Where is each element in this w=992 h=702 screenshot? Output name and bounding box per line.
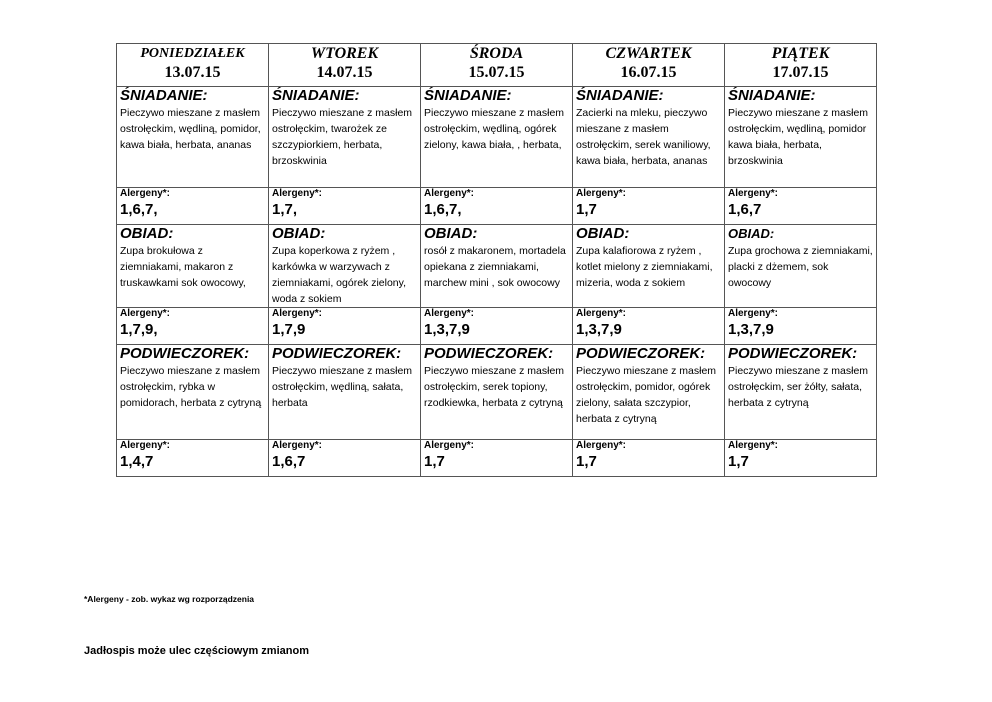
breakfast-row [117, 87, 877, 188]
allergen-value: 1,6,7 [728, 201, 762, 218]
menu-table [116, 43, 877, 477]
meal-cell [573, 345, 725, 440]
day-date: 13.07.15 [164, 64, 221, 81]
allergen-label: Alergeny*: [424, 440, 475, 451]
allergen-cell [117, 308, 269, 345]
allergen-label: Alergeny*: [120, 440, 171, 451]
meal-description: Pieczywo mieszane z masłem ostrołęckim, twarożek ze szczypiorkiem, herbata, brzoskwinia [272, 107, 413, 167]
meal-cell [725, 345, 877, 440]
meal-title: OBIAD: [424, 225, 478, 242]
allergen-cell [725, 308, 877, 345]
meal-cell [117, 225, 269, 308]
meal-title: OBIAD: [576, 225, 630, 242]
day-header-row [117, 44, 877, 87]
meal-cell [421, 87, 573, 188]
day-name: WTOREK [310, 45, 379, 62]
meal-cell [725, 87, 877, 188]
meal-description: Pieczywo mieszane z masłem ostrołęckim, ser żółty, sałata, herbata z cytryną [728, 365, 869, 409]
allergen-cell [269, 440, 421, 477]
allergen-cell [573, 188, 725, 225]
meal-title: ŚNIADANIE: [424, 87, 512, 104]
meal-title: ŚNIADANIE: [120, 87, 208, 104]
allergen-value: 1,7 [728, 453, 749, 470]
day-name: PONIEDZIAŁEK [140, 46, 245, 61]
meal-description: Zacierki na mleku, pieczywo mieszane z masłem ostrołęckim, serek waniliowy, kawa biała, herbata, ananas [576, 107, 711, 167]
allergen-label: Alergeny*: [728, 440, 779, 451]
meal-title: OBIAD: [120, 225, 174, 242]
meal-title: PODWIECZOREK: [272, 345, 402, 362]
allergen-label: Alergeny*: [272, 308, 323, 319]
allergen-label: Alergeny*: [272, 188, 323, 199]
day-header [421, 44, 573, 87]
allergen-label: Alergeny*: [272, 440, 323, 451]
day-date: 16.07.15 [620, 64, 677, 81]
meal-cell [725, 225, 877, 308]
meal-title: ŚNIADANIE: [728, 87, 816, 104]
allergen-cell [269, 308, 421, 345]
meal-description: Pieczywo mieszane z masłem ostrołęckim, pomidor, ogórek zielony, sałata szczypior, herbata z cytryną [576, 365, 717, 425]
meal-title: ŚNIADANIE: [272, 87, 360, 104]
snack-allergens-row [117, 440, 877, 477]
allergen-footnote: *Alergeny - zob. wykaz wg rozporządzenia [84, 594, 255, 604]
allergen-value: 1,6,7, [120, 201, 158, 218]
lunch-allergens-row [117, 308, 877, 345]
day-date: 17.07.15 [772, 64, 829, 81]
meal-title: PODWIECZOREK: [728, 345, 858, 362]
meal-cell [421, 225, 573, 308]
meal-title: PODWIECZOREK: [424, 345, 554, 362]
meal-description: Zupa koperkowa z ryżem , karkówka w warzywach z ziemniakami, ogórek zielony, woda z sokiem [272, 245, 407, 305]
meal-description: rosół z makaronem, mortadela opiekana z ziemniakami, marchew mini , sok owocowy [424, 245, 566, 289]
allergen-label: Alergeny*: [120, 308, 171, 319]
meal-description: Pieczywo mieszane z masłem ostrołęckim, rybka w pomidorach, herbata z cytryną [120, 365, 262, 409]
meal-title: PODWIECZOREK: [120, 345, 250, 362]
allergen-cell [421, 308, 573, 345]
allergen-value: 1,3,7,9 [576, 321, 622, 338]
meal-cell [573, 225, 725, 308]
day-date: 14.07.15 [316, 64, 373, 81]
allergen-label: Alergeny*: [424, 188, 475, 199]
meal-description: Pieczywo mieszane z masłem ostrołęckim, wędliną, ogórek zielony, kawa biała, , herbata, [424, 107, 565, 151]
day-name: PIĄTEK [771, 45, 830, 62]
day-name: ŚRODA [469, 45, 524, 62]
meal-cell [269, 87, 421, 188]
allergen-cell [421, 188, 573, 225]
meal-cell [269, 345, 421, 440]
allergen-value: 1,7,9, [120, 321, 158, 338]
meal-description: Pieczywo mieszane z masłem ostrołęckim, serek topiony, rzodkiewka, herbata z cytryną [424, 365, 565, 409]
allergen-cell [269, 188, 421, 225]
allergen-cell [421, 440, 573, 477]
allergen-value: 1,3,7,9 [424, 321, 470, 338]
day-name: CZWARTEK [605, 45, 692, 62]
meal-title: PODWIECZOREK: [576, 345, 706, 362]
meal-description: Zupa kalafiorowa z ryżem , kotlet mielony z ziemniakami, mizeria, woda z sokiem [576, 245, 713, 289]
allergen-label: Alergeny*: [728, 188, 779, 199]
allergen-value: 1,6,7, [424, 201, 462, 218]
allergen-cell [117, 188, 269, 225]
allergen-label: Alergeny*: [576, 308, 627, 319]
snack-row [117, 345, 877, 440]
allergen-cell [573, 440, 725, 477]
meal-cell [117, 87, 269, 188]
meal-cell [269, 225, 421, 308]
allergen-label: Alergeny*: [424, 308, 475, 319]
allergen-value: 1,3,7,9 [728, 321, 774, 338]
meal-title: ŚNIADANIE: [576, 87, 664, 104]
allergen-label: Alergeny*: [120, 188, 171, 199]
allergen-cell [117, 440, 269, 477]
meal-description: Zupa grochowa z ziemniakami, placki z dżemem, sok owocowy [728, 245, 873, 289]
meal-description: Pieczywo mieszane z masłem ostrołęckim, wędliną, pomidor, kawa biała, herbata, ananas [120, 107, 261, 151]
day-header [573, 44, 725, 87]
allergen-value: 1,7,9 [272, 321, 306, 338]
allergen-value: 1,7 [576, 453, 597, 470]
allergen-cell [573, 308, 725, 345]
meal-description: Pieczywo mieszane z masłem ostrołęckim, wędliną, sałata, herbata [272, 365, 413, 409]
allergen-value: 1,7 [424, 453, 445, 470]
meal-description: Zupa brokułowa z ziemniakami, makaron z truskawkami sok owocowy, [120, 245, 246, 289]
meal-cell [573, 87, 725, 188]
allergen-cell [725, 188, 877, 225]
allergen-value: 1,7, [272, 201, 298, 218]
meal-title: OBIAD: [728, 226, 775, 241]
allergen-value: 1,7 [576, 201, 597, 218]
allergen-cell [725, 440, 877, 477]
lunch-row [117, 225, 877, 308]
allergen-value: 1,6,7 [272, 453, 306, 470]
menu-changes-note: Jadłospis może ulec częściowym zmianom [84, 645, 309, 657]
meal-cell [421, 345, 573, 440]
day-header [725, 44, 877, 87]
meal-description: Pieczywo mieszane z masłem ostrołęckim, wędliną, pomidor kawa biała, herbata, brzoskwinia [728, 107, 869, 167]
allergen-label: Alergeny*: [728, 308, 779, 319]
meal-title: OBIAD: [272, 225, 326, 242]
day-header [269, 44, 421, 87]
allergen-value: 1,4,7 [120, 453, 154, 470]
day-date: 15.07.15 [468, 64, 525, 81]
breakfast-allergens-row [117, 188, 877, 225]
allergen-label: Alergeny*: [576, 188, 627, 199]
allergen-label: Alergeny*: [576, 440, 627, 451]
meal-cell [117, 345, 269, 440]
day-header [117, 44, 269, 87]
